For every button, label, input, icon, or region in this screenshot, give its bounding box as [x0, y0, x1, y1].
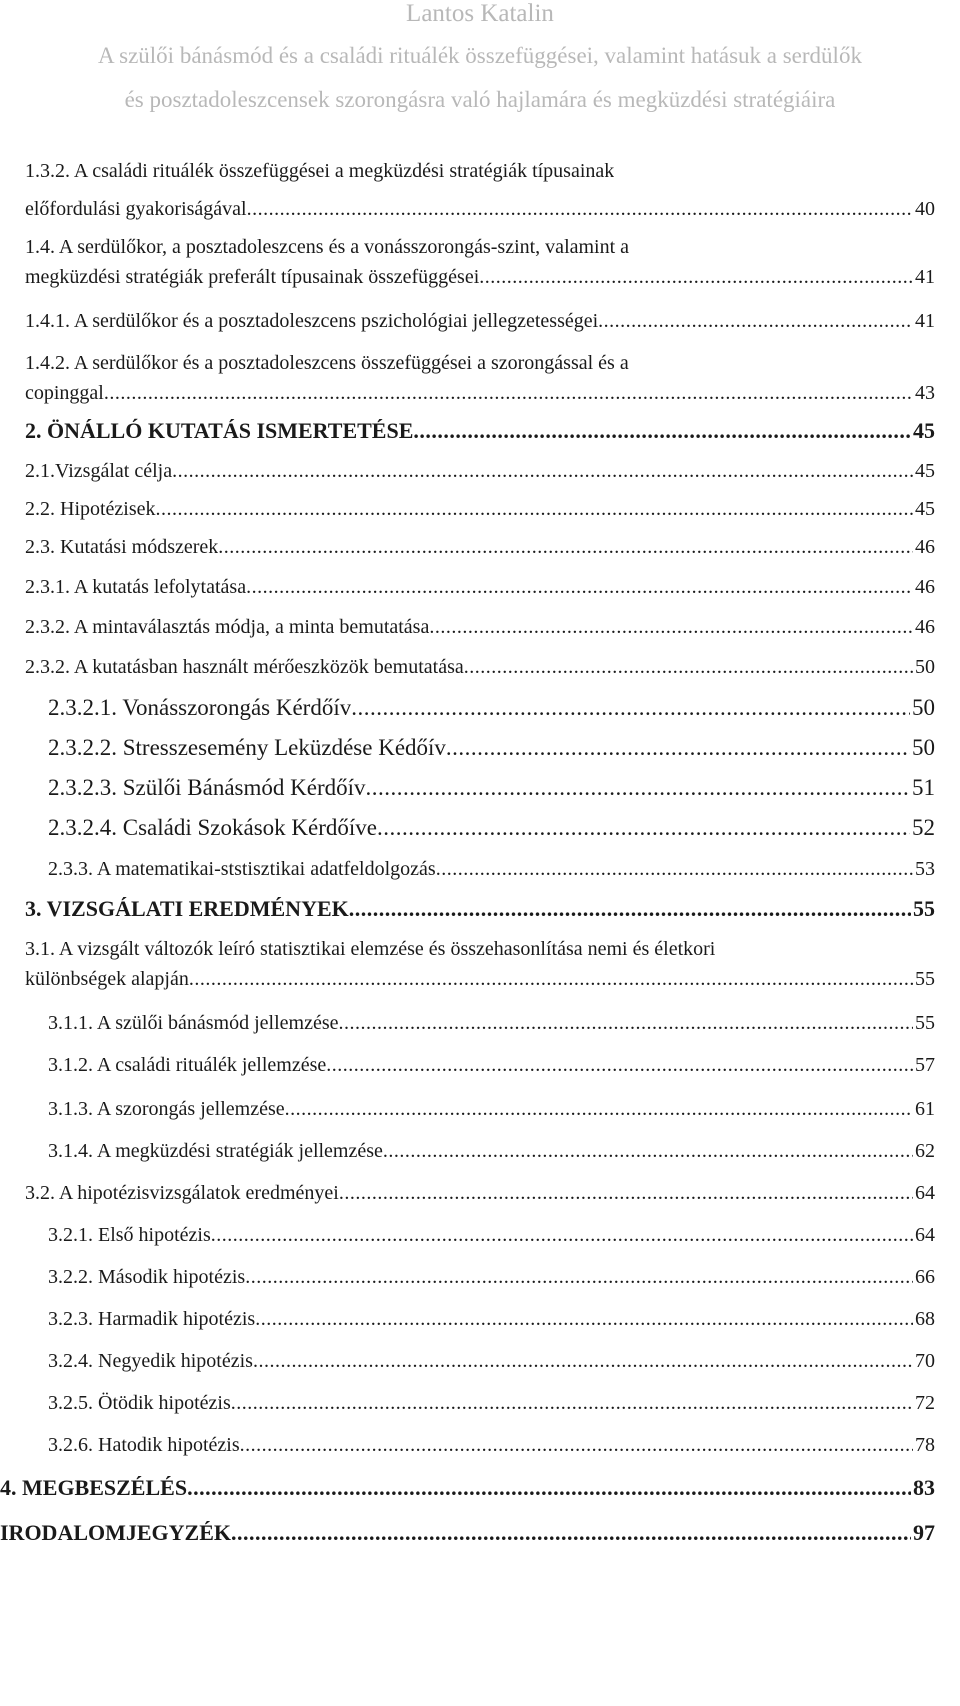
leader-dots: [383, 1138, 913, 1164]
leader-dots: [231, 1390, 913, 1416]
leader-dots: [351, 694, 910, 722]
page-number: 46: [915, 536, 935, 558]
toc-entry-2-3[interactable]: 2.3. Kutatási módszerek ..... 46: [25, 534, 935, 560]
leader-dots: [247, 196, 913, 222]
leader-dots: [187, 1475, 911, 1501]
leader-dots: [598, 308, 913, 334]
leader-dots: [255, 1306, 913, 1332]
toc-entry-1-4-2-line1: 1.4.2. A serdülőkor és a posztadoleszcens összefüggései a szorongással és a: [25, 352, 629, 374]
toc-entry-1-3-2[interactable]: előfordulási gyakoriságával ..... 40: [25, 196, 935, 222]
toc-entry-2-3-2-2[interactable]: 2.3.2.2. Stresszesemény Leküzdése Kédőív ..... 50: [48, 734, 935, 762]
leader-dots: [285, 1096, 913, 1122]
page-number: 64: [915, 1224, 935, 1246]
toc-entry-1-4-line1: 1.4. A serdülőkor, a posztadoleszcens és a vonásszorongás-szint, valamint a: [25, 236, 630, 258]
toc-entry-2-3-2-b[interactable]: 2.3.2. A kutatásban használt mérőeszközök bemutatása ..... 50: [25, 654, 935, 680]
page-number: 78: [915, 1434, 935, 1456]
toc-entry-4[interactable]: 4. MEGBESZÉLÉS ..... 83: [0, 1475, 935, 1501]
page-number: 70: [915, 1350, 935, 1372]
page-number: 68: [915, 1308, 935, 1330]
page-number: 97: [913, 1520, 935, 1545]
toc-entry-2-3-1[interactable]: 2.3.1. A kutatás lefolytatása ..... 46: [25, 574, 935, 600]
page-number: 64: [915, 1182, 935, 1204]
leader-dots: [240, 1432, 913, 1458]
leader-dots: [464, 654, 913, 680]
header-title-line2: és posztadoleszcensek szorongásra való hajlamára és megküzdési stratégiáira: [124, 87, 836, 112]
toc-entry-2-1[interactable]: 2.1.Vizsgálat célja ..... 45: [25, 458, 935, 484]
toc-entry-3-2-5[interactable]: 3.2.5. Ötödik hipotézis ..... 72: [48, 1390, 935, 1416]
page-number: 50: [915, 656, 935, 678]
page-number: 40: [915, 198, 935, 220]
leader-dots: [172, 458, 913, 484]
page-number: 53: [915, 858, 935, 880]
page-number: 72: [915, 1392, 935, 1414]
leader-dots: [245, 1264, 913, 1290]
leader-dots: [446, 734, 910, 762]
page-number: 46: [915, 576, 935, 598]
toc-entry-2-3-2-3[interactable]: 2.3.2.3. Szülői Bánásmód Kérdőív ..... 51: [48, 774, 935, 802]
page-number: 43: [915, 382, 935, 404]
leader-dots: [211, 1222, 913, 1248]
page-number: 41: [915, 310, 935, 332]
page-number: 50: [912, 735, 935, 760]
toc-entry-3-1-3[interactable]: 3.1.3. A szorongás jellemzése ..... 61: [48, 1096, 935, 1122]
header-title-line1: A szülői bánásmód és a családi rituálék összefüggései, valamint hatásuk a serdülők: [98, 43, 862, 68]
page-number: 83: [913, 1475, 935, 1500]
toc-entry-3-1-1[interactable]: 3.1.1. A szülői bánásmód jellemzése ..... 55: [48, 1010, 935, 1036]
page-number: 45: [913, 418, 935, 443]
leader-dots: [246, 574, 913, 600]
page-number: 46: [915, 616, 935, 638]
page-number: 55: [915, 968, 935, 990]
leader-dots: [479, 264, 913, 290]
toc-entry-3-1-line1: 3.1. A vizsgált változók leíró statisztikai elemzése és összehasonlítása nemi és életkori: [25, 938, 716, 960]
toc-entry-1-4[interactable]: megküzdési stratégiák preferált típusainak összefüggései ..... 41: [25, 264, 935, 290]
page-number: 41: [915, 266, 935, 288]
toc-entry-3-2-6[interactable]: 3.2.6. Hatodik hipotézis ..... 78: [48, 1432, 935, 1458]
page-number: 61: [915, 1098, 935, 1120]
leader-dots: [231, 1520, 911, 1546]
page-number: 45: [915, 498, 935, 520]
leader-dots: [366, 774, 911, 802]
toc-entry-irodalomjegyzek[interactable]: IRODALOMJEGYZÉK ..... 97: [0, 1520, 935, 1546]
page-number: 52: [912, 815, 935, 840]
page-number: 66: [915, 1266, 935, 1288]
page-number: 50: [912, 695, 935, 720]
page-number: 57: [915, 1054, 935, 1076]
leader-dots: [339, 1180, 913, 1206]
page-number: 62: [915, 1140, 935, 1162]
toc-entry-3-1-4[interactable]: 3.1.4. A megküzdési stratégiák jellemzése ..... 62: [48, 1138, 935, 1164]
toc-entry-3-1[interactable]: különbségek alapján ..... 55: [25, 966, 935, 992]
toc-entry-2-2[interactable]: 2.2. Hipotézisek ..... 45: [25, 496, 935, 522]
toc-entry-3[interactable]: 3. VIZSGÁLATI EREDMÉNYEK ..... 55: [25, 896, 935, 922]
toc-entry-3-2-2[interactable]: 3.2.2. Második hipotézis ..... 66: [48, 1264, 935, 1290]
leader-dots: [377, 814, 910, 842]
leader-dots: [326, 1052, 913, 1078]
leader-dots: [339, 1010, 914, 1036]
header-author: Lantos Katalin: [406, 0, 554, 27]
leader-dots: [189, 966, 913, 992]
leader-dots: [218, 534, 913, 560]
page-number: 45: [915, 460, 935, 482]
toc-entry-3-2-3[interactable]: 3.2.3. Harmadik hipotézis ..... 68: [48, 1306, 935, 1332]
page-number: 55: [915, 1012, 935, 1034]
leader-dots: [156, 496, 913, 522]
leader-dots: [104, 380, 913, 406]
toc-entry-3-2-1[interactable]: 3.2.1. Első hipotézis ..... 64: [48, 1222, 935, 1248]
toc-entry-2[interactable]: 2. ÖNÁLLÓ KUTATÁS ISMERTETÉSE ..... 45: [25, 418, 935, 444]
toc-entry-1-4-1[interactable]: 1.4.1. A serdülőkor és a posztadoleszcens pszichológiai jellegzetességei ..... 41: [25, 308, 935, 334]
toc-entry-3-2[interactable]: 3.2. A hipotézisvizsgálatok eredményei ..... 64: [25, 1180, 935, 1206]
leader-dots: [413, 418, 911, 444]
leader-dots: [429, 614, 913, 640]
leader-dots: [349, 896, 911, 922]
toc-entry-1-3-2-line1: 1.3.2. A családi rituálék összefüggései a megküzdési stratégiák típusainak: [25, 160, 615, 182]
leader-dots: [253, 1348, 913, 1374]
toc-entry-1-4-2[interactable]: copinggal ..... 43: [25, 380, 935, 406]
toc-entry-2-3-3[interactable]: 2.3.3. A matematikai-ststisztikai adatfeldolgozás ..... 53: [48, 856, 935, 882]
toc-entry-2-3-2-1[interactable]: 2.3.2.1. Vonásszorongás Kérdőív ..... 50: [48, 694, 935, 722]
toc-entry-2-3-2-4[interactable]: 2.3.2.4. Családi Szokások Kérdőíve ..... 52: [48, 814, 935, 842]
toc-entry-3-2-4[interactable]: 3.2.4. Negyedik hipotézis ..... 70: [48, 1348, 935, 1374]
toc-entry-3-1-2[interactable]: 3.1.2. A családi rituálék jellemzése ..... 57: [48, 1052, 935, 1078]
page-number: 55: [913, 896, 935, 921]
toc-entry-2-3-2-a[interactable]: 2.3.2. A mintaválasztás módja, a minta bemutatása ..... 46: [25, 614, 935, 640]
page-number: 51: [912, 775, 935, 800]
leader-dots: [436, 856, 913, 882]
